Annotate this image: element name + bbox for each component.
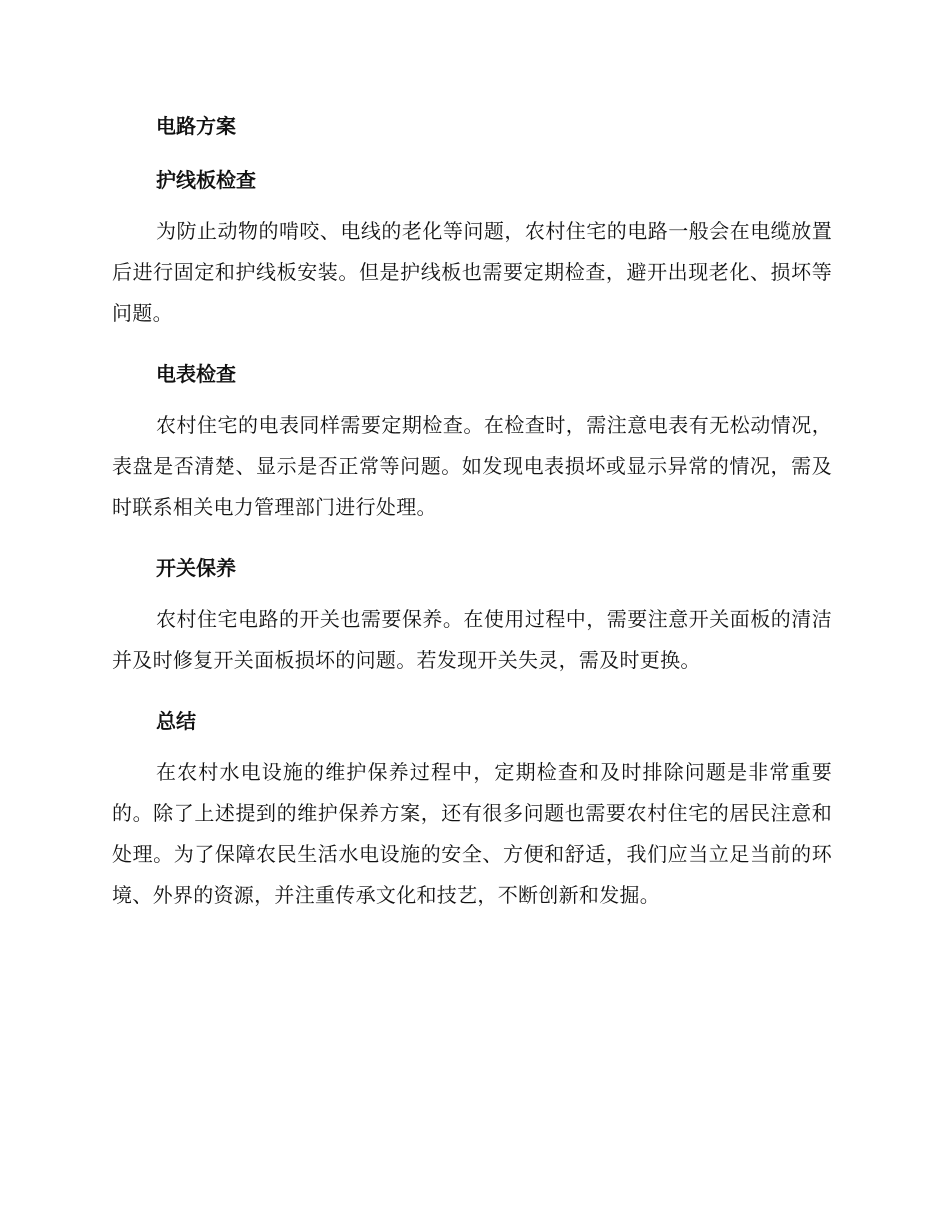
section-heading-switch-maintenance: 开关保养 [156,556,236,580]
paragraph-switch-maintenance: 农村住宅电路的开关也需要保养。在使用过程中，需要注意开关面板的清洁并及时修复开关面板损坏的问题。若发现开关失灵，需及时更换。 [112,607,832,672]
section-heading-wire-guard-check: 护线板检查 [156,168,256,192]
section-heading-summary: 总结 [156,709,196,733]
section-heading-meter-check: 电表检查 [156,362,236,386]
paragraph-meter-check: 农村住宅的电表同样需要定期检查。在检查时，需注意电表有无松动情况，表盘是否清楚、显示是否正常等问题。如发现电表损坏或显示异常的情况，需及时联系相关电力管理部门进行处理。 [112,413,832,519]
paragraph-summary: 在农村水电设施的维护保养过程中，定期检查和及时排除问题是非常重要的。除了上述提到的维护保养方案，还有很多问题也需要农村住宅的居民注意和处理。为了保障农民生活水电设施的安全、方便和舒适，我们应当立足当前的环境、外界的资源，并注重传承文化和技艺，不断创新和发掘。 [112,760,832,907]
section-heading-circuit-plan: 电路方案 [156,114,236,138]
paragraph-wire-guard-check: 为防止动物的啃咬、电线的老化等问题，农村住宅的电路一般会在电缆放置后进行固定和护线板安装。但是护线板也需要定期检查，避开出现老化、损坏等问题。 [112,219,832,325]
